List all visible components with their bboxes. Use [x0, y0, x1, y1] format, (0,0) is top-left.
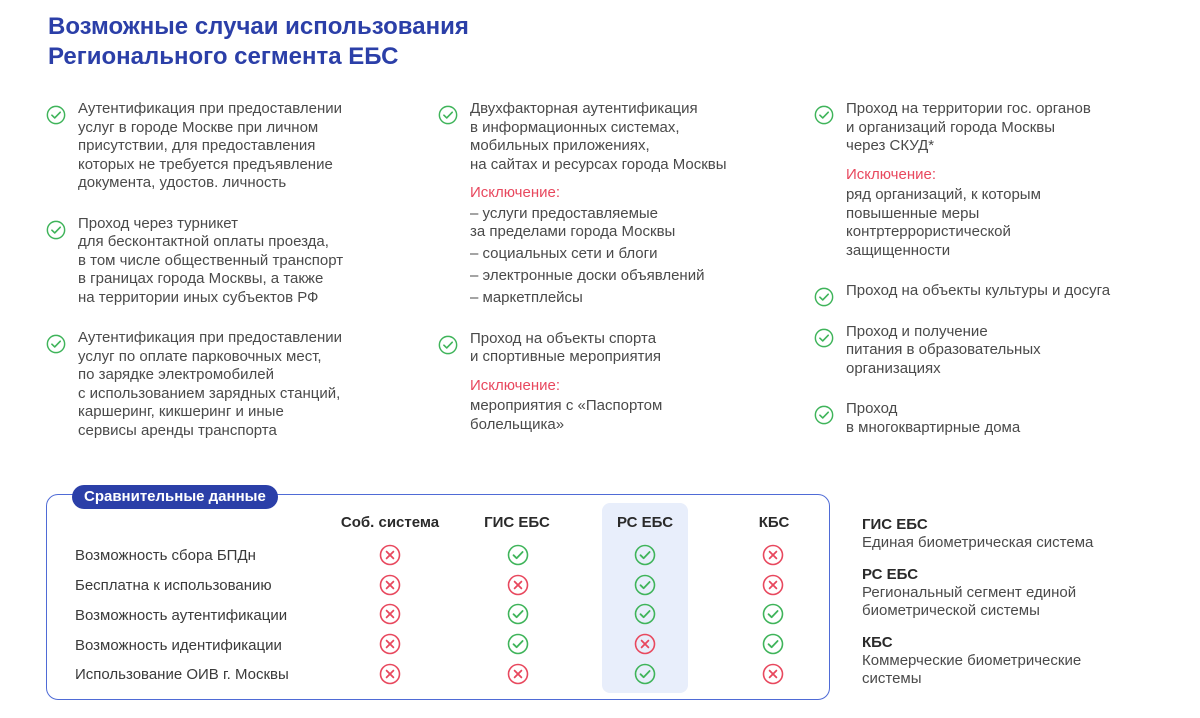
- column-header-kbs: КБС: [758, 514, 790, 531]
- check-circle-icon: [814, 287, 834, 307]
- check-circle-icon: [634, 663, 656, 685]
- use-case-text: Проход в многоквартирные дома: [846, 400, 1021, 436]
- column-header-gis-ebs: ГИС ЕБС: [484, 514, 550, 531]
- legend-definition: Коммерческие биометрические системы: [862, 652, 1082, 687]
- exception-text: мероприятия с «Паспортом болельщика»: [470, 397, 663, 433]
- row-label: Возможность идентификации: [75, 637, 282, 654]
- legend-rs-ebs: [862, 566, 1162, 620]
- use-cases-column-2: [438, 100, 798, 456]
- check-circle-icon: [507, 633, 529, 655]
- row-label: Возможность сбора БПДн: [75, 547, 256, 564]
- use-case-text: Проход на объекты спорта и спортивные мероприятия: [470, 329, 661, 365]
- check-circle-icon: [814, 105, 834, 125]
- use-case-text: Аутентификация при предоставлении услуг в городе Москве при личном присутствии, для предоставления которых не требуется предъявление документа, удостов. личность: [78, 100, 343, 191]
- row-label: Использование ОИВ г. Москвы: [75, 666, 289, 683]
- page-title-line-1: Возможные случаи использования: [48, 13, 469, 40]
- column-header-rs-ebs: РС ЕБС: [616, 514, 674, 531]
- page-title: [48, 12, 469, 72]
- column-header-own-system: Соб. система: [340, 514, 440, 531]
- use-cases-column-3: [814, 100, 1154, 459]
- exception-title: Исключение:: [470, 376, 561, 394]
- check-circle-icon: [634, 574, 656, 596]
- cross-circle-icon: [507, 663, 529, 685]
- check-circle-icon: [438, 105, 458, 125]
- cross-circle-icon: [762, 663, 784, 685]
- use-case-item: [438, 330, 798, 435]
- cross-circle-icon: [507, 574, 529, 596]
- legend-kbs: [862, 634, 1162, 688]
- cross-circle-icon: [762, 544, 784, 566]
- exception-list-item: – электронные доски объявлений: [470, 267, 705, 284]
- check-circle-icon: [814, 405, 834, 425]
- row-label: Бесплатна к использованию: [75, 577, 272, 594]
- page-title-line-2: Регионального сегмента ЕБС: [48, 43, 399, 70]
- cross-circle-icon: [379, 603, 401, 625]
- legend-term: ГИС ЕБС: [862, 516, 928, 533]
- row-label: Возможность аутентификации: [75, 607, 288, 624]
- use-cases-column-1: [46, 100, 406, 462]
- check-circle-icon: [634, 544, 656, 566]
- cross-circle-icon: [762, 574, 784, 596]
- cross-circle-icon: [379, 544, 401, 566]
- check-circle-icon: [507, 603, 529, 625]
- exception-text: ряд организаций, к которым повышенные меры контртеррористической защищенности: [846, 186, 1041, 259]
- use-case-item: [438, 100, 798, 308]
- use-case-item: [814, 100, 1154, 260]
- legend-term: РС ЕБС: [862, 566, 919, 583]
- check-circle-icon: [814, 328, 834, 348]
- cross-circle-icon: [379, 663, 401, 685]
- use-case-item: [814, 323, 1154, 379]
- comparison-badge: Сравнительные данные: [72, 485, 278, 509]
- legend-definition: Единая биометрическая система: [862, 534, 1094, 551]
- check-circle-icon: [46, 334, 66, 354]
- check-circle-icon: [46, 105, 66, 125]
- check-circle-icon: [634, 603, 656, 625]
- check-circle-icon: [762, 633, 784, 655]
- check-circle-icon: [438, 335, 458, 355]
- use-case-text: Проход и получение питания в образовательных организациях: [846, 322, 1041, 377]
- exception-list-item: – маркетплейсы: [470, 289, 583, 306]
- use-case-text: Проход через турникет для бесконтактной оплаты проезда, в том числе общественный транспорт в границах города Москвы, а также на территории иных субъектов РФ: [78, 214, 344, 306]
- exception-title: Исключение:: [846, 165, 937, 183]
- check-circle-icon: [507, 544, 529, 566]
- cross-circle-icon: [379, 633, 401, 655]
- use-case-text: Аутентификация при предоставлении услуг по оплате парковочных мест, по зарядке электромобилей с использованием зарядных станций, каршеринг, кикшеринг и иные сервисы аренды транспорта: [78, 329, 343, 439]
- check-circle-icon: [46, 220, 66, 240]
- exception-list: [470, 205, 798, 308]
- exception-title: Исключение:: [470, 184, 561, 201]
- cross-circle-icon: [634, 633, 656, 655]
- legend-term: КБС: [862, 634, 893, 651]
- use-case-item: [814, 282, 1154, 301]
- use-case-item: [46, 215, 406, 308]
- use-case-item: [814, 400, 1154, 437]
- exception-list-item: – социальных сети и блоги: [470, 245, 658, 262]
- exception-list-item: – услуги предоставляемые за пределами города Москвы: [470, 204, 676, 240]
- legend-gis-ebs: [862, 516, 1162, 552]
- use-case-item: [46, 100, 406, 193]
- legend-definition: Региональный сегмент единой биометрической системы: [862, 584, 1077, 619]
- use-case-text: Проход на объекты культуры и досуга: [846, 282, 1111, 299]
- cross-circle-icon: [379, 574, 401, 596]
- check-circle-icon: [762, 603, 784, 625]
- use-case-text: Двухфакторная аутентификация в информационных системах, мобильных приложениях, на сайтах и ресурсах города Москвы: [470, 100, 727, 173]
- use-case-text: Проход на территории гос. органов и организаций города Москвы через СКУД*: [846, 100, 1091, 154]
- use-case-item: [46, 329, 406, 440]
